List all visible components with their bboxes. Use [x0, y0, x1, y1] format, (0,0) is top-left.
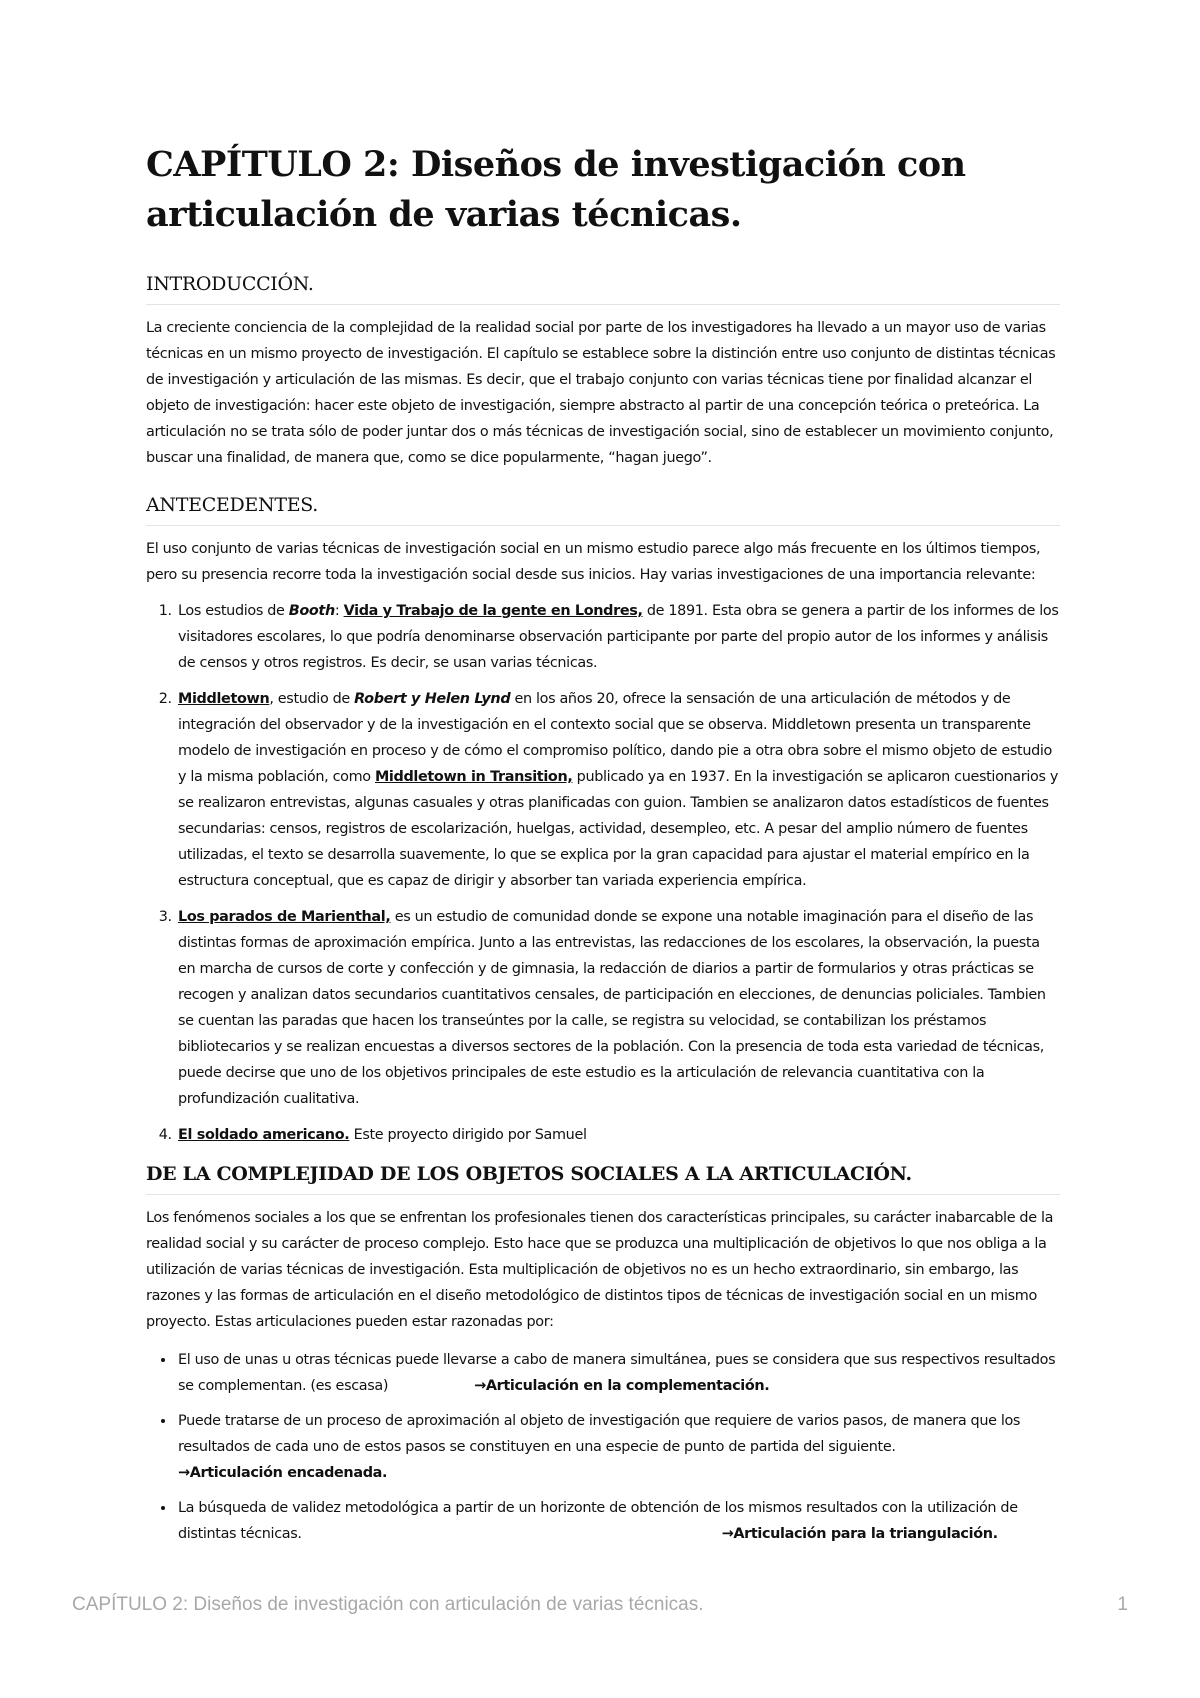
list-item	[176, 1122, 1060, 1148]
item-text: de 1891. Esta obra se genera a partir de los informes de los visitadores escolares, lo que podría denominarse observación participante por parte del propio autor de los informes y análisis de censos y otros registros. Es decir, se usan varias técnicas.	[178, 603, 1059, 671]
bullet-text: El uso de unas u otras técnicas puede llevarse a cabo de manera simultánea, pues se considera que sus respectivos resultados se complementan. (es escasa)	[178, 1352, 1056, 1394]
footer-title: CAPÍTULO 2: Diseños de investigación con articulación de varias técnicas.	[72, 1594, 704, 1615]
page-title: CAPÍTULO 2: Diseños de investigación con articulación de varias técnicas.	[146, 144, 966, 235]
antecedentes-paragraph: El uso conjunto de varias técnicas de investigación social en un mismo estudio parece algo más frecuente en los últimos tiempos, pero su presencia recorre toda la investigación social desde sus inicios. Hay varias investigaciones de una importancia relevante:	[146, 541, 1041, 583]
intro-paragraph: La creciente conciencia de la complejidad de la realidad social por parte de los investigadores ha llevado a un mayor uso de varias técnicas en un mismo proyecto de investigación. El capítulo se establece sobre la distinción entre uso conjunto de distintas técnicas de investigación y articulación de las mismas. Es decir, que el trabajo conjunto con varias técnicas tiene por finalidad alcanzar el objeto de investigación: hacer este objeto de investigación, siempre abstracto al partir de una concepción teórica o preteórica. La articulación no se trata sólo de poder juntar dos o más técnicas de investigación social, sino de establecer un movimiento conjunto, buscar una finalidad, de manera que, como se dice popularmente, “hagan juego”.	[146, 320, 1056, 466]
complejidad-paragraph: Los fenómenos sociales a los que se enfrentan los profesionales tienen dos características principales, su carácter inabarcable de la realidad social y su carácter de proceso complejo. Esto hace que se produzca una multiplicación de objetivos lo que nos obliga a la utilización de varias técnicas de investigación. Esta multiplicación de objetivos no es un hecho extraordinario, sin embargo, las razones y las formas de articulación en el diseño metodológico de distintos tipos de técnicas de investigación social en un mismo proyecto. Estas articulaciones pueden estar razonadas por:	[146, 1210, 1054, 1330]
articulation-arrow-label: →Articulación en la complementación.	[474, 1378, 770, 1394]
item-text: Los estudios de	[178, 603, 289, 619]
list-item	[176, 1495, 1060, 1547]
item-text: en los años 20, ofrece la sensación de una articulación de métodos y de integración del observador y de la investigación en el contexto social que se observa. Middletown presenta un transparente modelo de investigación en proceso y de cómo el compromiso político, dando pie a otra obra sobre el mismo objeto de estudio y la misma población, como	[178, 691, 1052, 785]
item-text: , estudio de	[269, 691, 355, 707]
page-footer	[72, 1594, 1128, 1616]
section-heading-antecedentes: ANTECEDENTES.	[146, 491, 1060, 526]
author-name: Booth	[288, 603, 335, 619]
work-title: El soldado americano.	[178, 1127, 350, 1143]
work-title: Middletown in Transition,	[374, 769, 573, 785]
item-text: :	[334, 603, 344, 619]
list-item	[176, 1408, 1060, 1486]
list-item	[176, 904, 1060, 1112]
item-text: Este proyecto dirigido por Samuel	[349, 1127, 587, 1143]
page-number: 1	[1117, 1594, 1128, 1615]
item-text: publicado ya en 1937. En la investigación se aplicaron cuestionarios y se realizaron entrevistas, algunas casuales y otras planificadas con guion. Tambien se analizaron datos estadísticos de fuentes secundarias: censos, registros de escolarización, huelgas, actividad, desempleo, etc. A pesar del amplio número de fuentes utilizadas, el texto se desarrolla suavemente, lo que se explica por la gran capacidad para ajustar el material empírico en la estructura conceptual, que es capaz de dirigir y absorber tan variada experiencia empírica.	[178, 769, 1058, 889]
document-page	[146, 140, 1060, 1556]
bullet-text: Puede tratarse de un proceso de aproximación al objeto de investigación que requiere de varios pasos, de manera que los resultados de cada uno de estos pasos se constituyen en una especie de punto de partida del siguiente.	[178, 1413, 1021, 1455]
articulation-bullets	[146, 1347, 1060, 1547]
work-title: Los parados de Marienthal,	[178, 909, 391, 925]
item-text: es un estudio de comunidad donde se expone una notable imaginación para el diseño de las distintas formas de aproximación empírica. Junto a las entrevistas, las redacciones de los escolares, la observación, la puesta en marcha de cursos de corte y confección y de gimnasia, la redacción de diarios a partir de formularios y otras prácticas se recogen y analizan datos secundarios cuantitativos censales, de participación en elecciones, de denuncias policiales. Tambien se cuentan las paradas que hacen los transeúntes por la calle, se registra su velocidad, se contabilizan los préstamos bibliotecarios y se realizan encuestas a diversos sectores de la población. Con la presencia de toda esta variedad de técnicas, puede decirse que uno de los objetivos principales de este estudio es la articulación de relevancia cuantitativa con la profundización cualitativa.	[178, 909, 1046, 1107]
articulation-arrow-label: →Articulación para la triangulación.	[721, 1526, 998, 1542]
list-item	[176, 598, 1060, 676]
bullet-text: La búsqueda de validez metodológica a partir de un horizonte de obtención de los mismos resultados con la utilización de distintas técnicas.	[178, 1500, 1018, 1542]
section-heading-complejidad: DE LA COMPLEJIDAD DE LOS OBJETOS SOCIALES A LA ARTICULACIÓN.	[146, 1160, 1060, 1195]
author-name: Robert y Helen Lynd	[354, 691, 511, 707]
work-title: Middletown	[178, 691, 270, 707]
list-item	[176, 1347, 1060, 1399]
antecedentes-list	[146, 598, 1060, 1148]
work-title: Vida y Trabajo de la gente en Londres,	[343, 603, 643, 619]
articulation-arrow-label: →Articulación encadenada.	[178, 1465, 388, 1481]
list-item	[176, 686, 1060, 894]
section-heading-intro: INTRODUCCIÓN.	[146, 270, 1060, 305]
